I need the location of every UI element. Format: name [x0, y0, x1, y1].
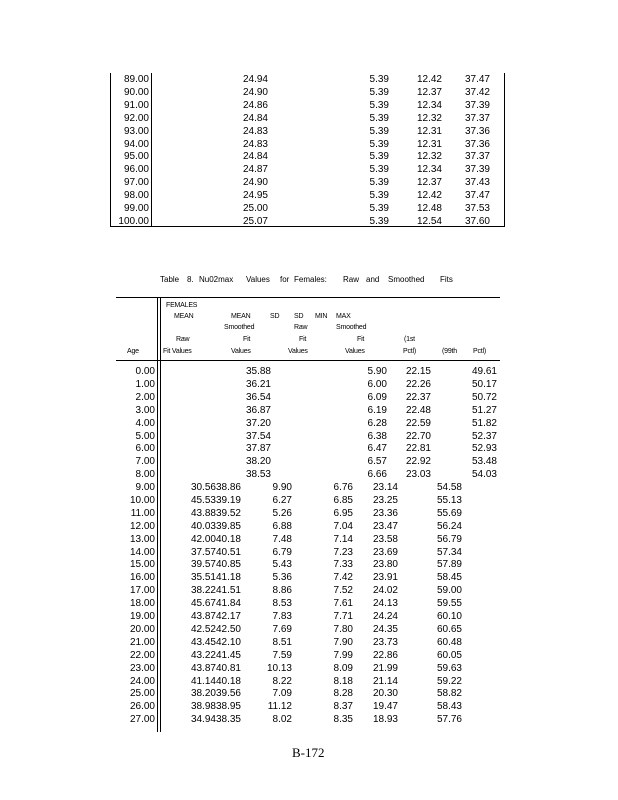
- caption-table: Table: [160, 275, 180, 284]
- cell-pctl-1st: 24.24: [372, 611, 398, 622]
- cell-age: 24.00: [129, 675, 155, 687]
- page-number: B-172: [292, 745, 325, 760]
- cell-sd-raw: 7.69: [272, 623, 292, 635]
- cell-pctl-1st: 24.13: [372, 598, 398, 610]
- cell-pctl-1st: 23.03: [405, 469, 431, 481]
- cell-mean-raw-smoothed: 42.0040.18: [190, 533, 241, 545]
- main-table-age-divider-1: [157, 298, 158, 732]
- cell-sd-smoothed: 6.66: [367, 469, 387, 481]
- cell-age: 3.00: [135, 404, 155, 416]
- cell-mean-raw-smoothed: 43.8839.52: [190, 507, 241, 519]
- cell-mean-raw-smoothed: 38.2241.51: [190, 585, 241, 597]
- cell-age: 2.00: [135, 391, 155, 403]
- cell-mean-raw-smoothed: 43.8740.81: [190, 662, 241, 674]
- cell-pctl-99th: 59.22: [436, 675, 462, 687]
- cell-sd: 5.39: [369, 138, 389, 150]
- cell-sd-raw: 11.12: [267, 701, 292, 713]
- cell-pctl-99th: 37.60: [464, 215, 490, 227]
- cell-pctl-99th: 37.47: [464, 74, 490, 85]
- cell-mean-smoothed: 24.94: [242, 74, 268, 85]
- cell-sd-raw: 7.59: [272, 649, 292, 661]
- cell-sd-smoothed: 6.00: [367, 378, 387, 390]
- cell-mean-raw-smoothed: 34.9438.35: [190, 714, 241, 726]
- cell-pctl-99th: 37.42: [464, 86, 490, 98]
- cell-pctl-1st: 22.70: [405, 430, 431, 442]
- cell-mean-raw-smoothed: 43.8742.17: [190, 611, 241, 622]
- cell-sd-smoothed: 6.57: [367, 456, 387, 468]
- cell-sd-smoothed: 6.76: [333, 482, 353, 493]
- cell-age: 91.00: [123, 99, 149, 111]
- cell-pctl-99th: 37.39: [464, 99, 490, 111]
- cell-mean-smoothed: 38.20: [245, 456, 271, 468]
- cell-age: 6.00: [135, 443, 155, 455]
- cell-pctl-1st: 12.48: [416, 203, 442, 214]
- cell-mean-raw-smoothed: 43.4542.10: [190, 636, 241, 648]
- cell-pctl-99th: 37.37: [464, 151, 490, 163]
- cell-pctl-1st: 12.32: [416, 151, 442, 163]
- cell-mean-smoothed: 24.90: [242, 86, 268, 98]
- cell-pctl-1st: 18.93: [372, 714, 398, 726]
- cell-pctl-99th: 58.82: [436, 688, 462, 700]
- cell-pctl-1st: 22.81: [405, 443, 431, 455]
- caption-number: 8.: [187, 275, 194, 284]
- header-first-pctl: (1st: [404, 336, 415, 343]
- cell-pctl-99th: 56.24: [436, 520, 462, 532]
- cell-sd-smoothed: 7.71: [333, 611, 353, 622]
- cell-sd-smoothed: 8.28: [333, 688, 353, 700]
- cell-pctl-1st: 22.48: [405, 404, 431, 416]
- cell-age: 1.00: [135, 378, 155, 390]
- cell-sd-raw: 6.88: [272, 520, 292, 532]
- header-smoothed: Smoothed: [224, 324, 255, 331]
- cell-mean-smoothed: 37.54: [245, 430, 271, 442]
- cell-pctl-1st: 21.99: [372, 662, 398, 674]
- cell-sd-smoothed: 7.52: [333, 585, 353, 597]
- cell-age: 22.00: [129, 649, 155, 661]
- cell-age: 100.00: [118, 215, 149, 227]
- cell-age: 10.00: [129, 494, 155, 506]
- cell-pctl-99th: 50.17: [471, 378, 497, 390]
- cell-age: 9.00: [135, 482, 155, 493]
- cell-pctl-1st: 12.32: [416, 112, 442, 124]
- cell-sd-smoothed: 7.90: [333, 636, 353, 648]
- cell-pctl-1st: 12.37: [416, 177, 442, 189]
- cell-sd: 5.39: [369, 203, 389, 214]
- cell-age: 90.00: [123, 86, 149, 98]
- cell-sd-smoothed: 6.28: [367, 417, 387, 429]
- cell-pctl-1st: 12.37: [416, 86, 442, 98]
- cell-pctl-1st: 22.37: [405, 391, 431, 403]
- cell-sd-raw: 7.83: [272, 611, 292, 622]
- cell-sd-raw: 8.22: [272, 675, 292, 687]
- cell-mean-smoothed: 38.53: [245, 469, 271, 481]
- caption-for: for: [280, 275, 290, 284]
- cell-sd-raw: 10.13: [266, 662, 292, 674]
- cell-sd-raw: 6.79: [272, 546, 292, 558]
- cell-age: 20.00: [129, 623, 155, 635]
- main-table-header-rule: [116, 360, 500, 361]
- header-values-1: Values: [231, 348, 251, 355]
- caption-smoothed: Smoothed: [388, 275, 425, 284]
- cell-pctl-99th: 37.36: [464, 138, 490, 150]
- cell-age: 99.00: [123, 203, 149, 214]
- cell-sd-raw: 6.27: [272, 494, 292, 506]
- header-fit-2: Fit: [299, 336, 307, 343]
- cell-sd-smoothed: 7.23: [333, 546, 353, 558]
- cell-sd-raw: 7.09: [272, 688, 292, 700]
- cell-mean-raw-smoothed: 37.5740.51: [190, 546, 241, 558]
- cell-mean-raw-smoothed: 45.5339.19: [190, 494, 241, 506]
- cell-pctl-1st: 12.34: [416, 99, 442, 111]
- cell-pctl-1st: 24.35: [372, 623, 398, 635]
- cell-mean-smoothed: 24.86: [242, 99, 268, 111]
- header-females: FEMALES: [166, 302, 198, 309]
- cell-age: 14.00: [129, 546, 155, 558]
- cell-pctl-99th: 53.48: [471, 456, 497, 468]
- cell-pctl-99th: 55.69: [436, 507, 462, 519]
- cell-age: 17.00: [129, 585, 155, 597]
- cell-pctl-99th: 58.43: [436, 701, 462, 713]
- cell-pctl-99th: 52.37: [471, 430, 497, 442]
- cell-mean-smoothed: 35.88: [245, 366, 271, 377]
- cell-pctl-1st: 23.36: [372, 507, 398, 519]
- cell-sd: 5.39: [369, 99, 389, 111]
- cell-sd: 5.39: [369, 112, 389, 124]
- cell-mean-raw-smoothed: 39.5740.85: [190, 559, 241, 571]
- header-values-3: Values: [345, 348, 365, 355]
- header-mean-2: MEAN: [231, 313, 251, 320]
- cell-sd-smoothed: 6.47: [367, 443, 387, 455]
- cell-sd-raw: 7.48: [272, 533, 292, 545]
- cell-sd-smoothed: 7.61: [333, 598, 353, 610]
- cell-mean-smoothed: 24.90: [242, 177, 268, 189]
- cell-pctl-1st: 23.69: [372, 546, 398, 558]
- cell-pctl-99th: 56.79: [436, 533, 462, 545]
- cell-sd-smoothed: 6.38: [367, 430, 387, 442]
- cell-pctl-1st: 22.86: [372, 649, 398, 661]
- cell-mean-raw-smoothed: 43.2241.45: [190, 649, 241, 661]
- cell-pctl-99th: 51.82: [471, 417, 497, 429]
- cell-age: 23.00: [129, 662, 155, 674]
- cell-pctl-99th: 37.37: [464, 112, 490, 124]
- cell-mean-raw-smoothed: 40.0339.85: [190, 520, 241, 532]
- cell-pctl-99th: 54.58: [436, 482, 462, 493]
- cell-age: 12.00: [129, 520, 155, 532]
- top-table-bottom-border: [110, 226, 505, 227]
- caption-fits: Fits: [440, 275, 453, 284]
- cell-sd-smoothed: 8.18: [333, 675, 353, 687]
- cell-mean-smoothed: 36.54: [245, 391, 271, 403]
- cell-pctl-99th: 55.13: [436, 494, 462, 506]
- header-values-2: Values: [288, 348, 308, 355]
- cell-age: 27.00: [129, 714, 155, 726]
- cell-age: 92.00: [123, 112, 149, 124]
- cell-pctl-1st: 23.91: [372, 572, 398, 584]
- cell-sd-raw: 5.26: [272, 507, 292, 519]
- cell-sd-smoothed: 6.09: [367, 391, 387, 403]
- cell-pctl-1st: 23.58: [372, 533, 398, 545]
- cell-pctl-99th: 59.63: [436, 662, 462, 674]
- cell-pctl-99th: 50.72: [471, 391, 497, 403]
- caption-variable: Nu02max: [199, 275, 234, 284]
- caption-raw: Raw: [343, 275, 360, 284]
- cell-pctl-99th: 37.39: [464, 164, 490, 176]
- cell-pctl-99th: 37.43: [464, 177, 490, 189]
- header-min: MIN: [315, 313, 328, 320]
- cell-pctl-1st: 23.80: [372, 559, 398, 571]
- cell-mean-smoothed: 24.84: [242, 112, 268, 124]
- header-sd-2: SD: [294, 313, 304, 320]
- cell-pctl-1st: 23.73: [372, 636, 398, 648]
- cell-sd-raw: 8.51: [272, 636, 292, 648]
- cell-pctl-1st: 12.31: [416, 138, 442, 150]
- cell-age: 0.00: [135, 366, 155, 377]
- cell-sd-smoothed: 7.33: [333, 559, 353, 571]
- cell-pctl-99th: 49.61: [471, 366, 497, 377]
- caption-and: and: [366, 275, 380, 284]
- cell-pctl-99th: 52.93: [471, 443, 497, 455]
- cell-sd-smoothed: 6.19: [367, 404, 387, 416]
- cell-age: 4.00: [135, 417, 155, 429]
- cell-sd-smoothed: 6.95: [333, 507, 353, 519]
- caption-females: Females:: [294, 275, 327, 284]
- header-raw-left: Raw: [176, 336, 190, 343]
- cell-mean-smoothed: 24.84: [242, 151, 268, 163]
- cell-age: 8.00: [135, 469, 155, 481]
- cell-age: 95.00: [123, 151, 149, 163]
- cell-pctl-1st: 12.31: [416, 125, 442, 137]
- cell-age: 15.00: [129, 559, 155, 571]
- cell-sd: 5.39: [369, 164, 389, 176]
- cell-mean-smoothed: 37.87: [245, 443, 271, 455]
- cell-pctl-1st: 20.30: [372, 688, 398, 700]
- header-raw-mid: Raw: [294, 324, 308, 331]
- header-max: MAX: [336, 313, 351, 320]
- cell-mean-raw-smoothed: 30.5638.86: [190, 482, 241, 493]
- cell-sd: 5.39: [369, 74, 389, 85]
- cell-pctl-1st: 23.25: [372, 494, 398, 506]
- cell-pctl-1st: 22.26: [405, 378, 431, 390]
- cell-age: 98.00: [123, 190, 149, 202]
- cell-mean-raw-smoothed: 42.5242.50: [190, 623, 241, 635]
- cell-pctl-99th: 57.89: [436, 559, 462, 571]
- main-table-age-divider-2: [160, 298, 161, 732]
- cell-sd-smoothed: 7.99: [333, 649, 353, 661]
- cell-mean-smoothed: 24.95: [242, 190, 268, 202]
- cell-sd-raw: 8.53: [272, 598, 292, 610]
- cell-sd-smoothed: 5.90: [367, 366, 387, 377]
- cell-age: 5.00: [135, 430, 155, 442]
- header-age: Age: [127, 348, 139, 355]
- cell-sd: 5.39: [369, 190, 389, 202]
- cell-pctl-99th: 59.55: [436, 598, 462, 610]
- cell-age: 25.00: [129, 688, 155, 700]
- cell-pctl-1st: 23.47: [372, 520, 398, 532]
- cell-mean-raw-smoothed: 38.2039.56: [190, 688, 241, 700]
- cell-pctl-99th: 57.34: [436, 546, 462, 558]
- cell-sd-raw: 5.36: [272, 572, 292, 584]
- cell-pctl-99th: 37.36: [464, 125, 490, 137]
- cell-pctl-1st: 12.42: [416, 190, 442, 202]
- header-99th: (99th: [442, 348, 457, 355]
- top-table-left-border: [110, 73, 111, 226]
- cell-pctl-99th: 60.48: [436, 636, 462, 648]
- cell-mean-smoothed: 24.83: [242, 125, 268, 137]
- header-fit-values: Fit Values: [163, 348, 192, 355]
- header-smoothed-2: Smoothed: [336, 324, 367, 331]
- cell-mean-smoothed: 24.87: [242, 164, 268, 176]
- cell-sd-raw: 8.02: [272, 714, 292, 726]
- cell-mean-smoothed: 24.83: [242, 138, 268, 150]
- cell-mean-smoothed: 36.21: [245, 378, 271, 390]
- header-sd: SD: [270, 313, 280, 320]
- cell-pctl-99th: 37.53: [464, 203, 490, 214]
- cell-age: 13.00: [129, 533, 155, 545]
- cell-sd: 5.39: [369, 177, 389, 189]
- cell-sd: 5.39: [369, 215, 389, 227]
- top-table-age-divider: [151, 73, 152, 226]
- cell-pctl-99th: 54.03: [471, 469, 497, 481]
- cell-mean-raw-smoothed: 38.9838.95: [190, 701, 241, 713]
- cell-age: 16.00: [129, 572, 155, 584]
- cell-age: 96.00: [123, 164, 149, 176]
- cell-pctl-99th: 58.45: [436, 572, 462, 584]
- cell-mean-raw-smoothed: 35.5141.18: [190, 572, 241, 584]
- cell-mean-smoothed: 37.20: [245, 417, 271, 429]
- top-table-right-border: [504, 73, 505, 226]
- cell-sd-smoothed: 6.85: [333, 494, 353, 506]
- cell-pctl-99th: 60.65: [436, 623, 462, 635]
- cell-age: 94.00: [123, 138, 149, 150]
- cell-pctl-99th: 37.47: [464, 190, 490, 202]
- cell-pctl-1st: 24.02: [372, 585, 398, 597]
- cell-age: 21.00: [129, 636, 155, 648]
- cell-pctl-1st: 12.34: [416, 164, 442, 176]
- cell-pctl-1st: 12.42: [416, 74, 442, 85]
- cell-sd-raw: 8.86: [272, 585, 292, 597]
- cell-sd-raw: 9.90: [272, 482, 292, 493]
- cell-pctl-1st: 21.14: [372, 675, 398, 687]
- cell-pctl-1st: 19.47: [372, 701, 398, 713]
- cell-pctl-1st: 23.14: [372, 482, 398, 493]
- cell-sd: 5.39: [369, 125, 389, 137]
- cell-sd-smoothed: 8.35: [333, 714, 353, 726]
- header-pctl-2: Pctl): [473, 348, 487, 355]
- cell-pctl-99th: 60.10: [436, 611, 462, 622]
- cell-sd-smoothed: 8.09: [333, 662, 353, 674]
- cell-age: 26.00: [129, 701, 155, 713]
- cell-sd-smoothed: 7.04: [333, 520, 353, 532]
- cell-sd-smoothed: 7.42: [333, 572, 353, 584]
- cell-sd-raw: 5.43: [272, 559, 292, 571]
- cell-mean-smoothed: 36.87: [245, 404, 271, 416]
- cell-sd-smoothed: 7.14: [333, 533, 353, 545]
- cell-age: 18.00: [129, 598, 155, 610]
- cell-age: 97.00: [123, 177, 149, 189]
- cell-pctl-99th: 57.76: [436, 714, 462, 726]
- header-fit-3: Fit: [357, 336, 365, 343]
- header-fit-1: Fit: [243, 336, 251, 343]
- header-pctl-1: Pctl): [403, 348, 417, 355]
- cell-sd: 5.39: [369, 86, 389, 98]
- cell-sd: 5.39: [369, 151, 389, 163]
- cell-pctl-1st: 12.54: [416, 215, 442, 227]
- cell-pctl-1st: 22.92: [405, 456, 431, 468]
- cell-pctl-1st: 22.59: [405, 417, 431, 429]
- cell-pctl-99th: 51.27: [471, 404, 497, 416]
- header-mean: MEAN: [174, 313, 194, 320]
- cell-age: 89.00: [123, 74, 149, 85]
- cell-age: 7.00: [135, 456, 155, 468]
- cell-age: 93.00: [123, 125, 149, 137]
- cell-mean-raw-smoothed: 41.1440.18: [190, 675, 241, 687]
- cell-pctl-99th: 59.00: [436, 585, 462, 597]
- cell-sd-smoothed: 7.80: [333, 623, 353, 635]
- cell-sd-smoothed: 8.37: [333, 701, 353, 713]
- cell-pctl-1st: 22.15: [405, 366, 431, 377]
- cell-mean-raw-smoothed: 45.6741.84: [190, 598, 241, 610]
- cell-mean-smoothed: 25.00: [242, 203, 268, 214]
- cell-pctl-99th: 60.05: [436, 649, 462, 661]
- cell-age: 11.00: [130, 507, 155, 519]
- caption-values: Values: [246, 275, 270, 284]
- main-table-top-border: [116, 297, 500, 298]
- cell-mean-smoothed: 25.07: [242, 215, 268, 227]
- cell-age: 19.00: [129, 611, 155, 622]
